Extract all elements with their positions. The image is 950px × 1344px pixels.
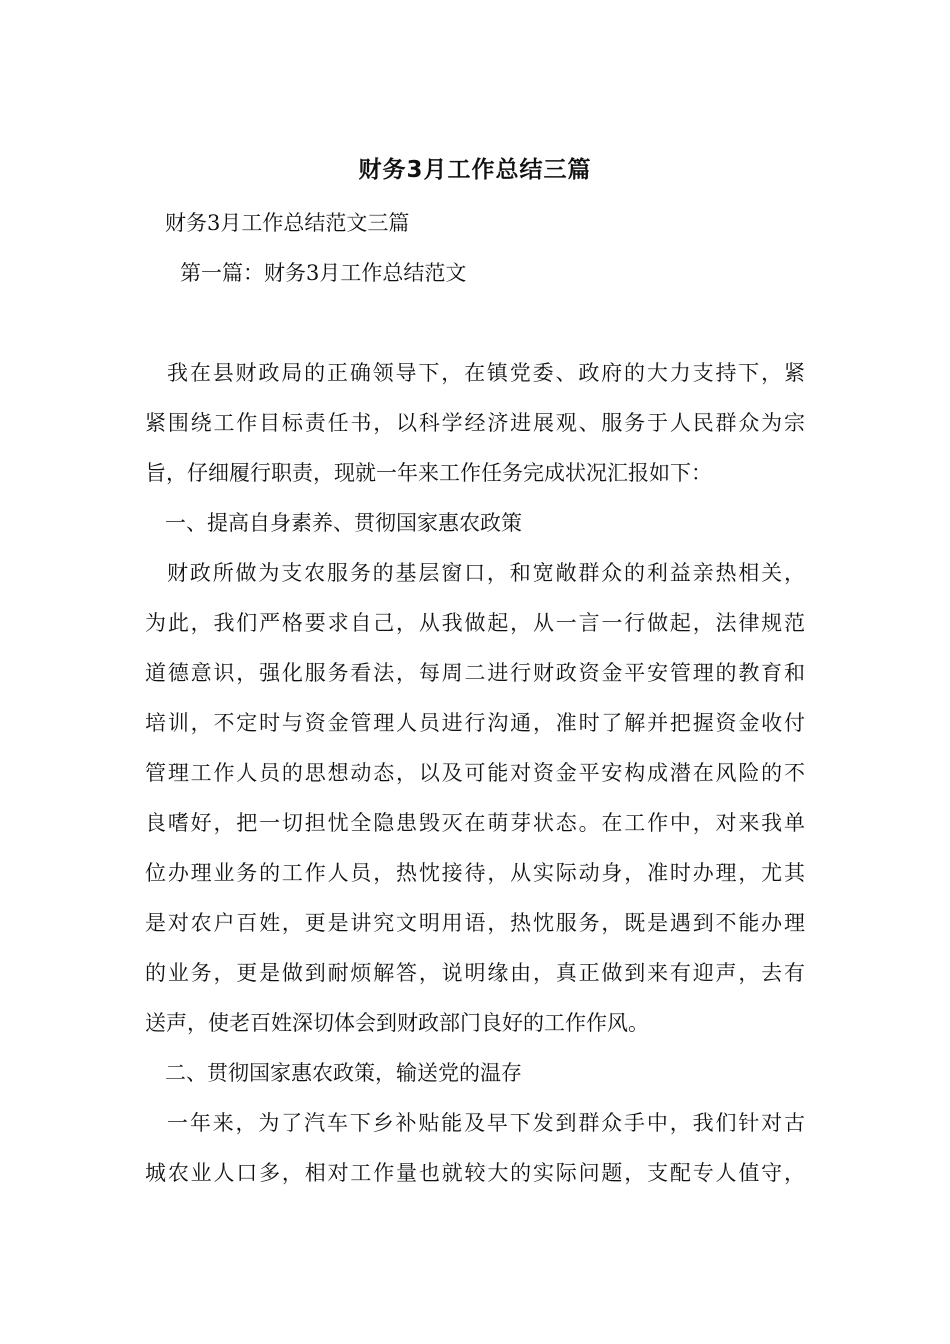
paragraph-line: 位办理业务的工作人员，热忱接待，从实际动身，准时办理，尤其 [145,861,805,885]
paragraph-line: 是对农户百姓，更是讲究文明用语，热忱服务，既是遇到不能办理 [145,911,805,935]
paragraph-line: 财政所做为支农服务的基层窗口，和宽敞群众的利益亲热相关， [167,561,805,585]
paragraph-line: 一年来，为了汽车下乡补贴能及早下发到群众手中，我们针对古 [167,1111,805,1135]
paragraph-line: 紧围绕工作目标责任书，以科学经济进展观、服务于人民群众为宗 [145,411,805,435]
paragraph-line: 为此，我们严格要求自己，从我做起，从一言一行做起，法律规范 [145,611,805,635]
document-title: 财务3月工作总结三篇 [358,157,592,183]
document-subtitle: 财务3月工作总结范文三篇 [165,211,410,235]
subheading-1: 一、提高自身素养、贯彻国家惠农政策 [165,511,522,535]
paragraph-line: 我在县财政局的正确领导下，在镇党委、政府的大力支持下，紧 [167,361,805,385]
subheading-2: 二、贯彻国家惠农政策，输送党的温存 [165,1061,522,1085]
paragraph-line: 送声，使老百姓深切体会到财政部门良好的工作作风。 [145,1011,649,1035]
paragraph-line: 旨，仔细履行职责，现就一年来工作任务完成状况汇报如下： [145,461,712,485]
paragraph-line: 管理工作人员的思想动态，以及可能对资金平安构成潜在风险的不 [145,761,805,785]
paragraph-line: 城农业人口多，相对工作量也就较大的实际问题，支配专人值守， [145,1161,805,1185]
paragraph-line: 良嗜好，把一切担忧全隐患毁灭在萌芽状态。在工作中，对来我单 [145,811,805,835]
paragraph-line: 道德意识，强化服务看法，每周二进行财政资金平安管理的教育和 [145,661,805,685]
section-heading: 第一篇：财务3月工作总结范文 [180,261,467,285]
paragraph-line: 的业务，更是做到耐烦解答，说明缘由，真正做到来有迎声，去有 [145,961,805,985]
paragraph-line: 培训，不定时与资金管理人员进行沟通，准时了解并把握资金收付 [145,711,805,735]
